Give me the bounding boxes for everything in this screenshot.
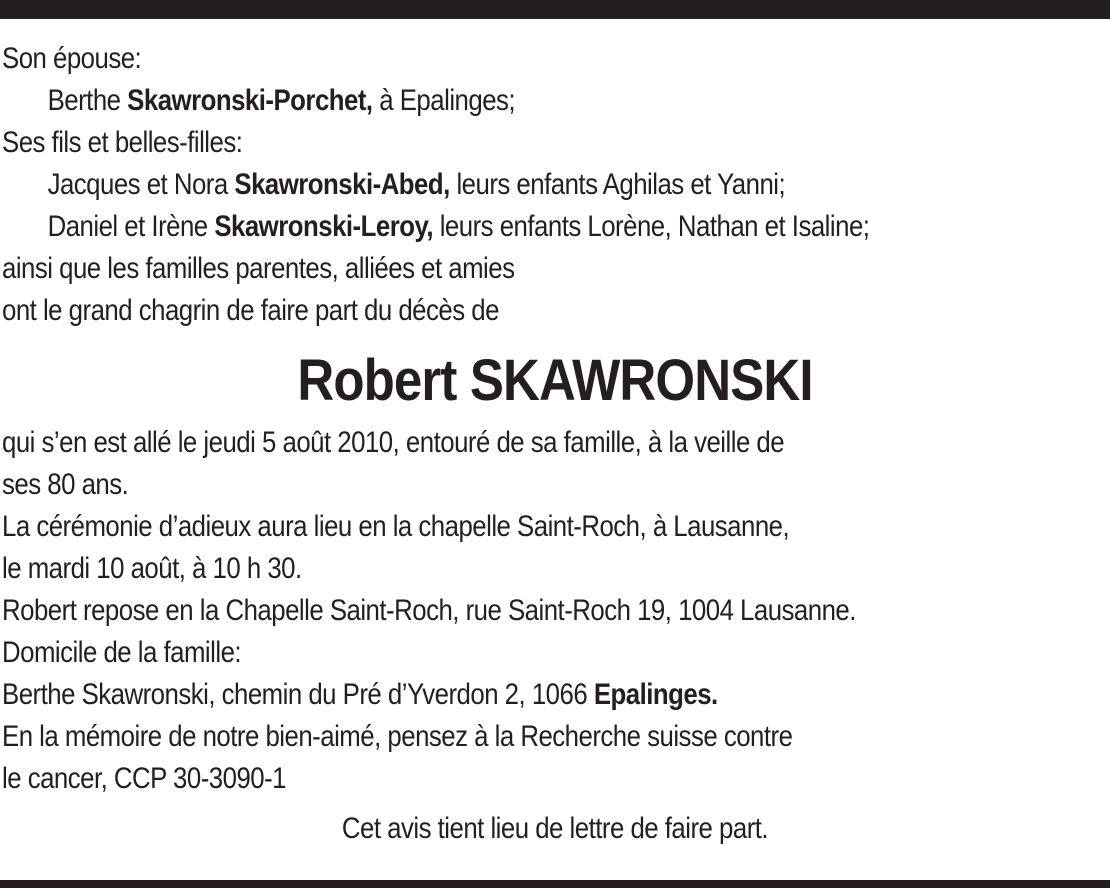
ceremony-line: La cérémonie d’adieux aura lieu en la chapelle Saint-Roch, à Lausanne,	[2, 510, 790, 543]
obituary-notice	[2, 38, 1108, 850]
resting-place-line: Robert repose en la Chapelle Saint-Roch, rue Saint-Roch 19, 1004 Lausanne.	[2, 594, 856, 627]
age-line: ses 80 ans.	[2, 468, 129, 501]
child2-first-names: Daniel et Irène	[47, 210, 208, 243]
announcement-line: ont le grand chagrin de faire part du décès de	[2, 294, 499, 327]
child1-first-names: Jacques et Nora	[47, 168, 228, 201]
spouse-heading: Son épouse:	[2, 42, 142, 75]
family-domicile-heading: Domicile de la famille:	[2, 636, 242, 669]
death-date-line: qui s’en est allé le jeudi 5 août 2010, entouré de sa famille, à la veille de	[2, 426, 785, 459]
family-address: Berthe Skawronski, chemin du Pré d’Yverdon 2, 1066	[2, 678, 588, 711]
top-border-rule	[0, 0, 1110, 19]
spouse-line	[2, 80, 953, 122]
child2-line	[2, 206, 953, 248]
spouse-first-name: Berthe	[47, 84, 121, 117]
ceremony-date-line: le mardi 10 août, à 10 h 30.	[2, 552, 302, 585]
relatives-line: ainsi que les familles parentes, alliées et amies	[2, 252, 515, 285]
closing-note: Cet avis tient lieu de lettre de faire part.	[341, 812, 769, 845]
child2-surname: Skawronski-Leroy,	[214, 210, 434, 243]
child1-surname: Skawronski-Abed,	[234, 168, 450, 201]
donation-line: En la mémoire de notre bien-aimé, pensez à la Recherche suisse contre	[2, 720, 793, 753]
family-address-town: Epalinges.	[593, 678, 718, 711]
child1-grandchildren: leurs enfants Aghilas et Yanni;	[456, 168, 786, 201]
family-address-line	[2, 674, 953, 716]
donation-account-line: le cancer, CCP 30-3090-1	[2, 762, 287, 795]
deceased-name: Robert SKAWRONSKI	[297, 348, 813, 413]
child1-line	[2, 164, 953, 206]
spouse-place: à Epalinges;	[379, 84, 516, 117]
children-heading: Ses fils et belles-filles:	[2, 126, 243, 159]
spouse-surname: Skawronski-Porchet,	[127, 84, 373, 117]
child2-grandchildren: leurs enfants Lorène, Nathan et Isaline;	[439, 210, 870, 243]
bottom-border-rule	[0, 880, 1110, 888]
